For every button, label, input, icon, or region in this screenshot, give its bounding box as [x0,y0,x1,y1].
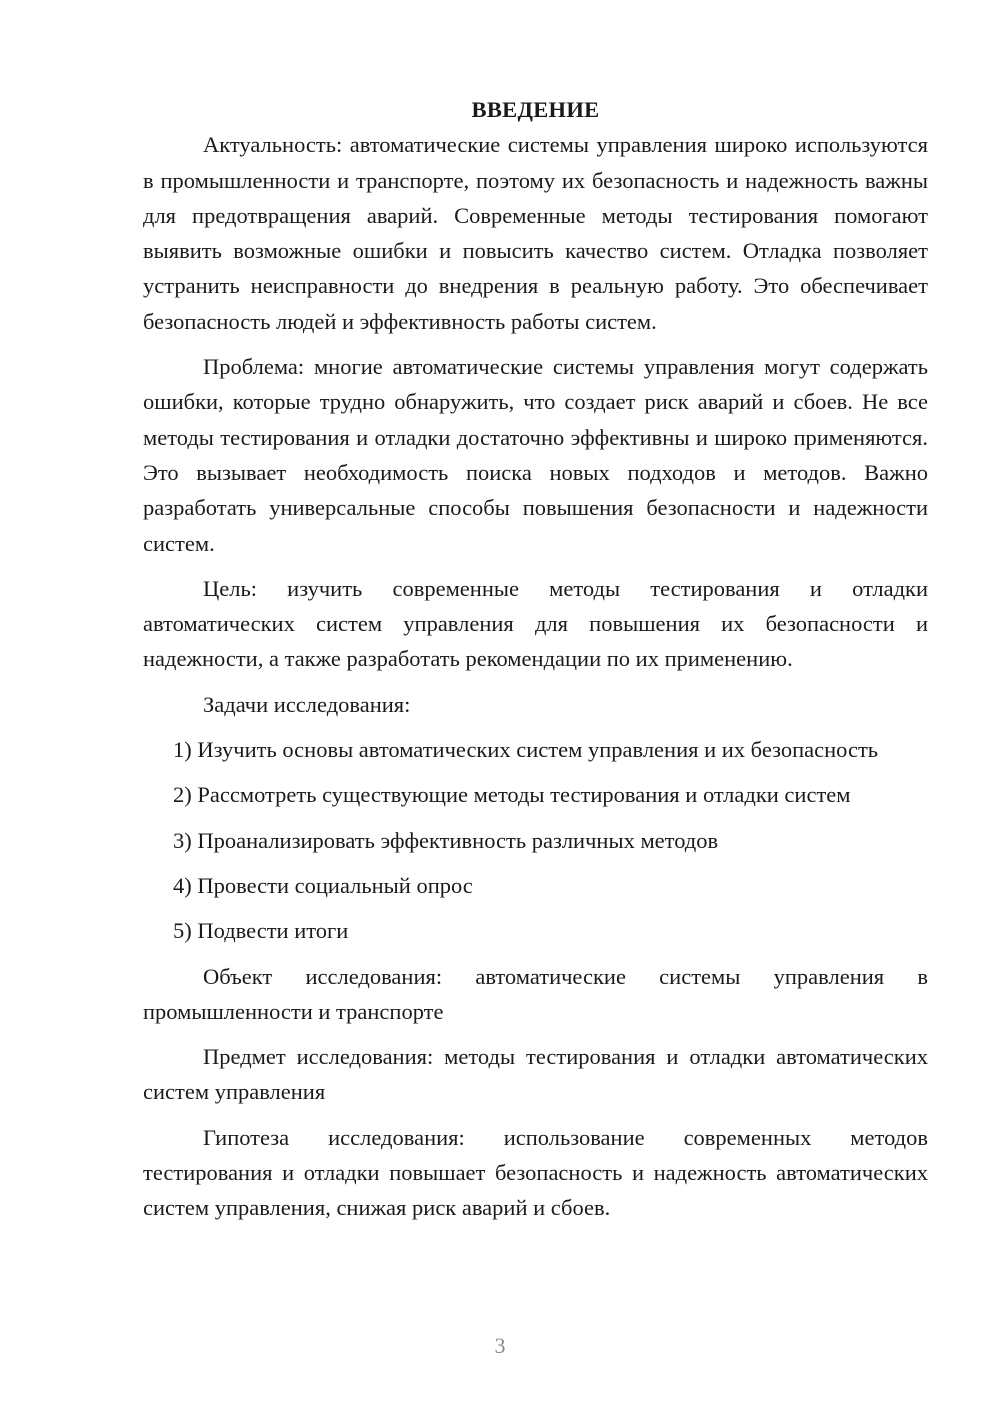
paragraph-object: Объект исследования: автоматические системы управления в промышленности и транспорте [143,963,928,1024]
task-item: 1) Изучить основы автоматических систем управления и их безопасность [173,737,879,763]
paragraph-hypothesis: Гипотеза исследования: использование современных методов тестирования и отладки повышает безопасность и надежность автоматических систем управления, снижая риск аварий и сбоев. [143,1124,928,1221]
task-item: 3) Проанализировать эффективность различных методов [173,827,719,853]
document-page [143,92,928,1236]
paragraph-subject: Предмет исследования: методы тестирования и отладки автоматических систем управления [143,1044,928,1105]
tasks-heading: Задачи исследования: [203,691,411,717]
task-item: 5) Подвести итоги [173,918,349,944]
task-item: 4) Провести социальный опрос [173,872,473,898]
paragraph-problem: Проблема: многие автоматические системы управления могут содержать ошибки, которые трудно обнаружить, что создает риск аварий и сбоев. Не все методы тестирования и отладки достаточно эффективны и широко применяются. Это вызывает необходимость поиска новых подходов и методов. Важно разработать универсальные способы повышения безопасности и надежности систем. [143,354,928,556]
task-item: 2) Рассмотреть существующие методы тестирования и отладки систем [173,782,851,808]
paragraph-relevance: Актуальность: автоматические системы управления широко используются в промышленности и транспорте, поэтому их безопасность и надежность важны для предотвращения аварий. Современные методы тестирования помогают выявить возможные ошибки и повысить качество систем. Отладка позволяет устранить неисправности до внедрения в реальную работу. Это обеспечивает безопасность людей и эффективность работы систем. [143,132,928,334]
paragraph-goal: Цель: изучить современные методы тестирования и отладки автоматических систем управления для повышения их безопасности и надежности, а также разработать рекомендации по их применению. [143,575,928,672]
page-title: ВВЕДЕНИЕ [471,97,600,122]
page-number: 3 [494,1333,506,1358]
